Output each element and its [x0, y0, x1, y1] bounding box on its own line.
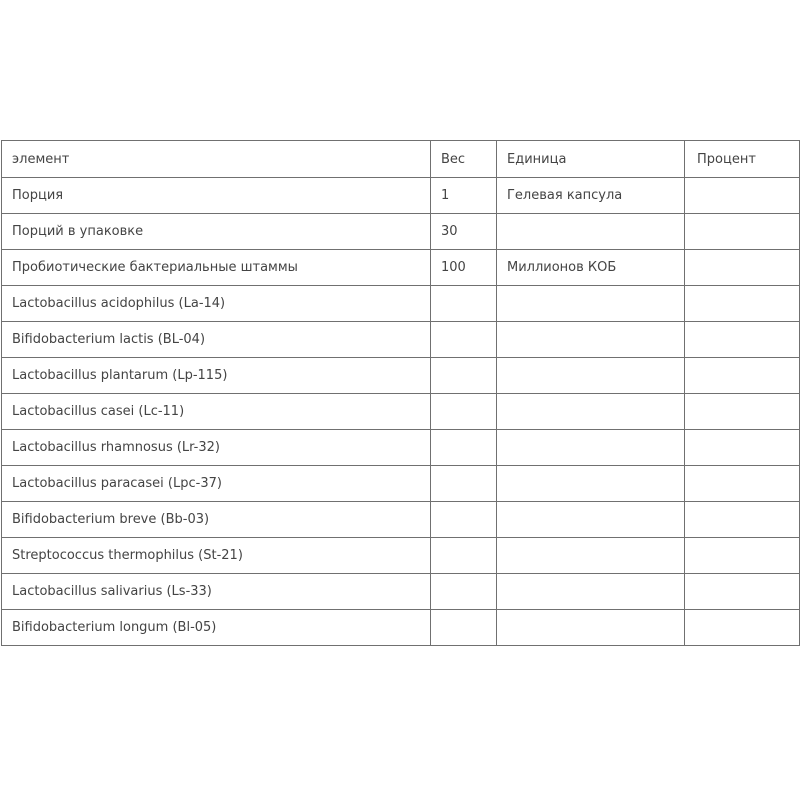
- cell-element: Lactobacillus plantarum (Lp-115): [2, 358, 431, 394]
- cell-weight: [431, 358, 497, 394]
- table-header-row: [2, 141, 800, 178]
- table-row: [2, 250, 800, 286]
- cell-weight: [431, 574, 497, 610]
- cell-percent: [685, 610, 800, 646]
- cell-percent: [685, 574, 800, 610]
- cell-percent: [685, 286, 800, 322]
- cell-unit: [497, 286, 685, 322]
- cell-weight: [431, 394, 497, 430]
- table-row: [2, 358, 800, 394]
- cell-unit: [497, 502, 685, 538]
- cell-unit: [497, 610, 685, 646]
- cell-unit: [497, 538, 685, 574]
- cell-unit: [497, 430, 685, 466]
- cell-weight: 100: [431, 250, 497, 286]
- cell-element: Lactobacillus acidophilus (La-14): [2, 286, 431, 322]
- cell-unit: [497, 214, 685, 250]
- cell-element: Lactobacillus rhamnosus (Lr-32): [2, 430, 431, 466]
- cell-percent: [685, 394, 800, 430]
- cell-unit: [497, 574, 685, 610]
- table-row: [2, 286, 800, 322]
- cell-element: Порций в упаковке: [2, 214, 431, 250]
- header-unit: Единица: [497, 141, 685, 178]
- table-row: [2, 610, 800, 646]
- cell-percent: [685, 502, 800, 538]
- cell-weight: [431, 502, 497, 538]
- cell-weight: [431, 430, 497, 466]
- cell-percent: [685, 538, 800, 574]
- table-row: [2, 574, 800, 610]
- header-weight: Вес: [431, 141, 497, 178]
- cell-percent: [685, 430, 800, 466]
- cell-percent: [685, 322, 800, 358]
- cell-weight: [431, 466, 497, 502]
- supplement-facts-table: [1, 140, 800, 646]
- supplement-facts-table-container: [0, 140, 800, 646]
- cell-unit: Гелевая капсула: [497, 178, 685, 214]
- cell-unit: [497, 394, 685, 430]
- cell-percent: [685, 214, 800, 250]
- cell-element: Lactobacillus casei (Lc-11): [2, 394, 431, 430]
- table-row: [2, 322, 800, 358]
- cell-weight: 1: [431, 178, 497, 214]
- cell-unit: [497, 322, 685, 358]
- table-row: [2, 214, 800, 250]
- header-element: элемент: [2, 141, 431, 178]
- cell-weight: [431, 286, 497, 322]
- cell-element: Порция: [2, 178, 431, 214]
- cell-unit: [497, 358, 685, 394]
- cell-element: Lactobacillus salivarius (Ls-33): [2, 574, 431, 610]
- cell-unit: [497, 466, 685, 502]
- table-row: [2, 466, 800, 502]
- cell-percent: [685, 358, 800, 394]
- table-row: [2, 394, 800, 430]
- table-row: [2, 502, 800, 538]
- cell-element: Lactobacillus paracasei (Lpc-37): [2, 466, 431, 502]
- table-row: [2, 538, 800, 574]
- cell-element: Bifidobacterium breve (Bb-03): [2, 502, 431, 538]
- cell-weight: [431, 538, 497, 574]
- cell-element: Bifidobacterium lactis (BL-04): [2, 322, 431, 358]
- table-row: [2, 430, 800, 466]
- cell-weight: 30: [431, 214, 497, 250]
- header-percent: Процент: [685, 141, 800, 178]
- table-row: [2, 178, 800, 214]
- cell-element: Streptococcus thermophilus (St-21): [2, 538, 431, 574]
- cell-weight: [431, 322, 497, 358]
- cell-weight: [431, 610, 497, 646]
- cell-percent: [685, 178, 800, 214]
- cell-element: Bifidobacterium longum (Bl-05): [2, 610, 431, 646]
- cell-element: Пробиотические бактериальные штаммы: [2, 250, 431, 286]
- cell-percent: [685, 466, 800, 502]
- cell-unit: Миллионов КОБ: [497, 250, 685, 286]
- cell-percent: [685, 250, 800, 286]
